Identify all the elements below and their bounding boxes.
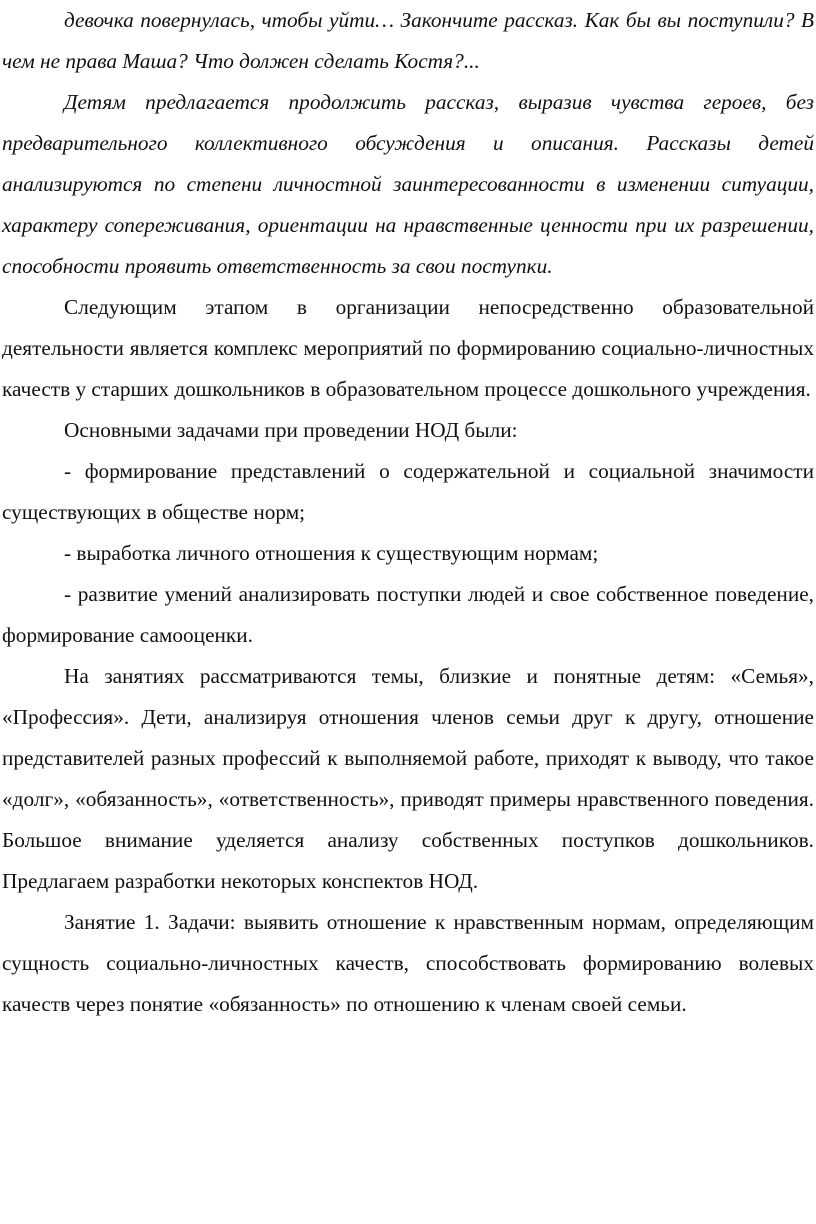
task-list-item-2: - выработка личного отношения к существующим нормам;	[64, 541, 599, 565]
task-list-item-1: - формирование представлений о содержательной и социальной значимости существующих в обществе норм;	[2, 459, 814, 524]
next-stage-paragraph: Следующим этапом в организации непосредственно образовательной деятельности является комплекс мероприятий по формированию социально-личностных качеств у старших дошкольников в образовательном процессе дошкольного учреждения.	[2, 295, 814, 401]
topics-paragraph: На занятиях рассматриваются темы, близкие и понятные детям: «Семья», «Профессия». Дети, анализируя отношения членов семьи друг к другу, отношение представителей разных профессий к выполняемой работе, приходят к выводу, что такое «долг», «обязанность», «ответственность», приводят примеры нравственного поведения. Большое внимание уделяется анализу собственных поступков дошкольников. Предлагаем разработки некоторых конспектов НОД.	[2, 664, 814, 893]
main-tasks-heading: Основными задачами при проведении НОД были:	[64, 418, 518, 442]
lesson-1-paragraph: Занятие 1. Задачи: выявить отношение к нравственным нормам, определяющим сущность социально-личностных качеств, способствовать формированию волевых качеств через понятие «обязанность» по отношению к членам своей семьи.	[2, 910, 814, 1016]
story-ending-paragraph: девочка повернулась, чтобы уйти… Закончите рассказ. Как бы вы поступили? В чем не права Маша? Что должен сделать Костя?...	[2, 8, 814, 73]
task-description-paragraph: Детям предлагается продолжить рассказ, выразив чувства героев, без предварительного коллективного обсуждения и описания. Рассказы детей анализируются по степени личностной заинтересованности в изменении ситуации, характеру сопереживания, ориентации на нравственные ценности при их разрешении, способности проявить ответственность за свои поступки.	[2, 90, 814, 278]
task-list-item-3: - развитие умений анализировать поступки людей и свое собственное поведение, формирование самооценки.	[2, 582, 814, 647]
